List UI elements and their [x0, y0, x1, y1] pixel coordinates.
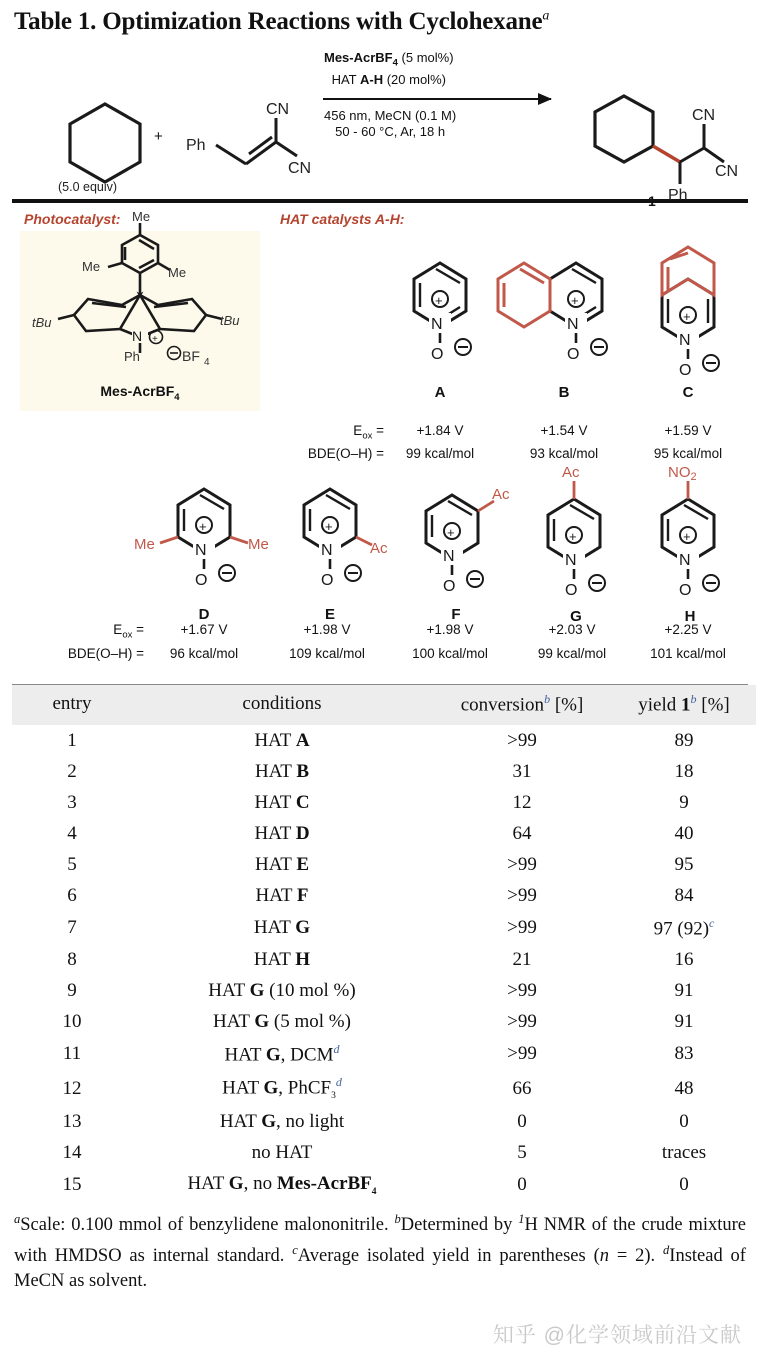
header-yield-compound: 1 [681, 694, 691, 716]
hat-a-eox: +1.84 V [416, 423, 464, 438]
title-footnote-marker: a [542, 8, 550, 24]
cell-yield: 16 [674, 949, 694, 971]
svg-text:CN: CN [266, 101, 290, 118]
table-row [12, 849, 756, 880]
svg-text:N: N [567, 316, 579, 333]
footnote-b-nmr-sup: 1 [518, 1211, 525, 1226]
table-row [12, 880, 756, 911]
hat-letter-h: H [684, 608, 696, 625]
svg-text:CN: CN [715, 163, 739, 180]
svg-text:N: N [679, 332, 691, 349]
photocatalyst-heading: Photocatalyst: [24, 211, 121, 227]
cell-conditions-sub2: 4 [371, 1186, 377, 1197]
condition-temperature-time: 50 - 60 °C, Ar, 18 h [335, 124, 446, 139]
hat-letter-f: F [451, 606, 461, 623]
hat-letter-g: G [570, 608, 582, 625]
cell-conditions-footnote: d [333, 1042, 340, 1057]
cell-conversion: 64 [512, 822, 532, 844]
svg-text:Me: Me [248, 536, 269, 553]
photocatalyst-subscript: 4 [392, 57, 398, 69]
cell-conversion: >99 [507, 884, 537, 906]
eox-label-sub: ox [362, 430, 373, 442]
hat-e-bde: 109 kcal/mol [289, 646, 365, 661]
photocatalyst-name-text: Mes-AcrBF [100, 383, 175, 400]
nitropyridine-n-oxide-structure-h [630, 453, 750, 601]
cell-conversion: 31 [512, 760, 532, 782]
hat-letter-b: B [558, 384, 570, 401]
header-conversion [432, 685, 612, 725]
cell-yield: 83 [674, 1043, 694, 1065]
cell-conditions: HAT H [253, 949, 311, 971]
cell-yield: 0 [679, 1173, 689, 1195]
eox-label-sub-2: ox [122, 629, 133, 641]
hat-catalysts-heading: HAT catalysts A-H: [280, 211, 405, 227]
table-header-row [12, 685, 756, 725]
eox-label-eq-2: = [132, 622, 144, 637]
eox-label-eq: = [372, 423, 384, 438]
photocatalyst-loading: (5 mol%) [397, 50, 454, 65]
svg-text:4: 4 [204, 357, 210, 368]
eox-label-row2 [8, 622, 144, 641]
svg-text:Ph: Ph [124, 349, 140, 364]
table-footnotes [14, 1207, 746, 1294]
hat-catalyst-h [630, 453, 750, 625]
cell-entry: 14 [62, 1141, 82, 1163]
svg-text:+: + [683, 529, 691, 544]
hat-letter-a: A [434, 384, 446, 401]
cell-entry: 11 [62, 1043, 82, 1065]
cell-entry: 4 [67, 822, 77, 844]
hat-g-eox: +2.03 V [548, 622, 596, 637]
cell-entry: 15 [62, 1173, 82, 1195]
table-row [12, 976, 756, 1007]
table-row [12, 1007, 756, 1038]
svg-text:+: + [569, 529, 577, 544]
cell-conditions-bold2: Mes-AcrBF [276, 1172, 372, 1194]
acetylpyridine-n-oxide-structure-f [396, 473, 516, 599]
title-text: Table 1. Optimization Reactions with Cyclohexane [14, 8, 543, 35]
table-row [12, 787, 756, 818]
cell-conditions: HAT A [254, 729, 310, 751]
cell-yield-footnote: c [709, 915, 715, 930]
cell-conditions: HAT D [254, 822, 310, 844]
cell-conditions: HAT G (10 mol %) [208, 980, 356, 1002]
hat-a-bde: 99 kcal/mol [405, 446, 475, 461]
footnote-c-marker: c [292, 1243, 298, 1258]
table-row [12, 1071, 756, 1106]
table-row [12, 756, 756, 787]
cell-conversion: >99 [507, 853, 537, 875]
cell-yield: 18 [674, 760, 694, 782]
cell-conversion: 5 [517, 1141, 527, 1163]
svg-text:Me: Me [134, 536, 155, 553]
cell-yield: 95 [674, 853, 694, 875]
hat-catalyst-b [504, 233, 624, 401]
cell-conditions-footnote: d [335, 1075, 342, 1090]
svg-text:BF: BF [182, 348, 200, 364]
isoquinoline-n-oxide-structure-c [628, 221, 748, 377]
cell-yield: 97 (92)$^c$ [653, 915, 715, 940]
header-conversion-unit: [%] [550, 694, 584, 716]
hat-loading: (20 mol%) [383, 71, 446, 87]
cell-conversion: 66 [512, 1077, 532, 1099]
cell-conditions: HAT E [254, 853, 310, 875]
pyridine-n-oxide-structure-a [380, 249, 500, 377]
table-body [12, 725, 756, 1201]
header-yield-pre: yield [638, 694, 681, 716]
cell-entry: 13 [62, 1110, 82, 1132]
cell-conversion: >99 [507, 729, 537, 751]
product-number-label: 1 [648, 193, 656, 209]
table-row [12, 1106, 756, 1137]
reaction-conditions-above [324, 50, 454, 88]
catalyst-row-dh [8, 464, 752, 684]
footnote-a-marker: a [14, 1211, 21, 1226]
reactant-equiv-label: (5.0 equiv) [58, 180, 118, 194]
condition-wavelength-solvent: 456 nm, MeCN (0.1 M) [324, 108, 457, 123]
hat-catalyst-d [134, 481, 269, 623]
svg-text:CN: CN [692, 107, 716, 124]
cell-yield: 48 [674, 1077, 694, 1099]
hat-letter-e: E [324, 606, 335, 623]
cell-entry: 3 [67, 791, 77, 813]
hat-d-eox: +1.67 V [180, 622, 228, 637]
cell-conditions: HAT G, DCM$^d$ [224, 1042, 340, 1066]
footnote-a-text: Scale: 0.100 mmol of benzylidene malononitrile. [20, 1215, 395, 1236]
header-entry: entry [12, 685, 132, 725]
svg-text:NO2: $NO_2$ [668, 464, 697, 483]
table-row [12, 945, 756, 976]
hat-b-eox: +1.54 V [540, 423, 588, 438]
table-row [12, 1038, 756, 1071]
eox-label-e: E [353, 423, 363, 438]
svg-text:Ac: Ac [492, 486, 510, 503]
header-conversion-footnote: b [544, 692, 551, 706]
bde-label-row1: BDE(O–H) = [307, 446, 384, 461]
svg-text:Ph: Ph [186, 137, 206, 154]
hat-d-bde: 96 kcal/mol [169, 646, 239, 661]
photocatalyst-name-inline: Mes-AcrBF [324, 50, 393, 65]
svg-text:N: N [565, 552, 577, 569]
cyclohexane-structure [60, 98, 150, 184]
cell-entry: 12 [62, 1077, 82, 1099]
header-conditions: conditions [132, 685, 432, 725]
svg-text:Me: Me [132, 209, 151, 224]
cell-entry: 7 [67, 916, 77, 938]
cell-conversion: 12 [512, 791, 532, 813]
eox-label-row1 [254, 423, 384, 442]
cell-yield: 0 [679, 1110, 689, 1132]
table-row [12, 1137, 756, 1168]
cell-entry: 2 [67, 760, 77, 782]
hat-g-bde: 99 kcal/mol [537, 646, 607, 661]
footnote-b-marker: b [394, 1211, 401, 1226]
svg-text:N: N [195, 542, 207, 559]
hat-catalyst-e [270, 481, 390, 623]
hat-f-eox: +1.98 V [426, 622, 474, 637]
svg-text:O: O [567, 346, 580, 363]
header-conversion-text: conversion [460, 694, 545, 716]
svg-text:+: + [199, 519, 207, 534]
svg-text:O: O [431, 346, 444, 363]
cell-conversion: >99 [507, 916, 537, 938]
hat-prefix: HAT [331, 71, 360, 87]
svg-text:N: N [679, 552, 691, 569]
svg-text:O: O [321, 572, 334, 589]
cell-conditions: HAT C [254, 791, 310, 813]
cell-conditions: HAT G, PhCF$_3^d$ [222, 1075, 342, 1102]
svg-text:tBu: tBu [220, 313, 240, 328]
svg-text:O: O [679, 362, 692, 379]
svg-text:O: O [565, 582, 578, 599]
svg-text:N: N [443, 548, 455, 565]
cell-conversion: 0 [517, 1173, 527, 1195]
page-title [8, 0, 752, 38]
cell-yield: 9 [679, 791, 689, 813]
header-yield [612, 685, 756, 725]
cell-entry: 9 [67, 980, 77, 1002]
cell-yield: 40 [674, 822, 694, 844]
svg-text:+: + [325, 519, 333, 534]
footnote-b-text-1: Determined by [400, 1215, 519, 1236]
footnote-c-text-1: Average isolated yield in parentheses ( [297, 1246, 600, 1267]
acetylpyridine-n-oxide-structure-e [270, 481, 390, 599]
cell-yield: 91 [674, 980, 694, 1002]
hat-h-eox: +2.25 V [664, 622, 712, 637]
svg-text:Ph: Ph [668, 187, 688, 204]
hat-letter-c: C [682, 384, 694, 401]
photocatalyst-name-sub: 4 [174, 392, 180, 403]
plus-sign: + [154, 128, 163, 145]
cell-yield: 84 [674, 884, 694, 906]
svg-text:+: + [683, 309, 691, 324]
photocatalyst-name [20, 383, 260, 403]
svg-text:O: O [679, 582, 692, 599]
footnote-c-italic-n: n [599, 1246, 609, 1267]
cell-conversion: 0 [517, 1110, 527, 1132]
cell-conditions: HAT G, no light [219, 1110, 345, 1132]
eox-label-e-2: E [113, 622, 123, 637]
cell-conversion: >99 [507, 1011, 537, 1033]
hat-b-bde: 93 kcal/mol [529, 446, 599, 461]
cell-conditions: HAT G, no Mes-AcrBF$_4$ [187, 1172, 377, 1197]
svg-text:+: + [571, 293, 579, 308]
svg-text:Ac: Ac [562, 464, 580, 481]
svg-text:N: N [321, 542, 333, 559]
cell-conditions-sub: 3 [331, 1091, 336, 1102]
footnote-c-text-2: = 2). [608, 1246, 664, 1267]
cell-conditions: HAT F [255, 884, 309, 906]
header-yield-footnote: b [690, 692, 697, 706]
svg-text:O: O [443, 578, 456, 595]
svg-text:N: N [132, 328, 143, 344]
benzylidene-malononitrile-structure [184, 96, 314, 182]
acetylpyridine-n-oxide-structure-g [516, 453, 636, 601]
hat-catalyst-c [628, 221, 748, 401]
header-yield-unit: [%] [696, 694, 730, 716]
cell-conditions: no HAT [251, 1141, 313, 1163]
cell-yield: traces [661, 1141, 707, 1163]
svg-text:+: + [152, 334, 158, 345]
cell-conditions: HAT B [254, 760, 310, 782]
cell-conversion: >99 [507, 1043, 537, 1065]
hat-f-bde: 100 kcal/mol [412, 646, 488, 661]
svg-text:Me: Me [168, 265, 187, 280]
svg-text:CN: CN [288, 160, 312, 177]
table-row [12, 818, 756, 849]
footnote-d-text: Instead of MeCN as solvent. [14, 1246, 746, 1292]
cell-conditions: HAT G (5 mol %) [213, 1011, 351, 1033]
table-row [12, 725, 756, 756]
optimization-results-table [12, 685, 756, 1201]
footnote-d-marker: d [663, 1243, 670, 1258]
hat-letter-d: D [198, 606, 210, 623]
cell-entry: 5 [67, 853, 77, 875]
cell-conditions: HAT G [253, 916, 311, 938]
cell-entry: 10 [62, 1011, 82, 1033]
watermark: 知乎 @化学领域前沿文献 [492, 1324, 742, 1347]
reaction-arrow [323, 98, 551, 100]
dimethylpyridine-n-oxide-structure-d [134, 481, 269, 599]
bde-label-row2: BDE(O–H) = [67, 646, 144, 661]
table-row [12, 1168, 756, 1201]
product-structure [588, 92, 738, 202]
cell-conversion: >99 [507, 980, 537, 1002]
hat-range: A-H [360, 71, 384, 87]
hat-e-eox: +1.98 V [303, 622, 351, 637]
cell-entry: 1 [67, 729, 77, 751]
footnote-b-text-2: H NMR of the crude mixture with HMDSO as internal standard. [14, 1215, 746, 1267]
hat-catalyst-f [396, 473, 516, 623]
cell-conversion: 21 [512, 949, 532, 971]
hat-h-bde: 101 kcal/mol [650, 646, 726, 661]
svg-text:O: O [195, 572, 208, 589]
cell-yield: 91 [674, 1011, 694, 1033]
hat-c-eox: +1.59 V [664, 423, 712, 438]
svg-text:N: N [431, 316, 443, 333]
cell-entry: 8 [67, 949, 77, 971]
quinoline-n-oxide-structure-b [504, 233, 624, 377]
hat-catalyst-a [380, 249, 500, 401]
svg-text:Ac: Ac [370, 540, 388, 557]
cell-yield: 89 [674, 729, 694, 751]
svg-text:tBu: tBu [32, 315, 52, 330]
svg-text:+: + [435, 293, 443, 308]
hat-c-bde: 95 kcal/mol [653, 446, 723, 461]
hat-catalyst-g [516, 453, 636, 625]
reaction-conditions-below [324, 108, 456, 140]
cell-entry: 6 [67, 884, 77, 906]
svg-text:Me: Me [82, 259, 101, 274]
svg-text:+: + [447, 525, 455, 540]
reaction-scheme [8, 40, 752, 209]
table-row [12, 911, 756, 944]
